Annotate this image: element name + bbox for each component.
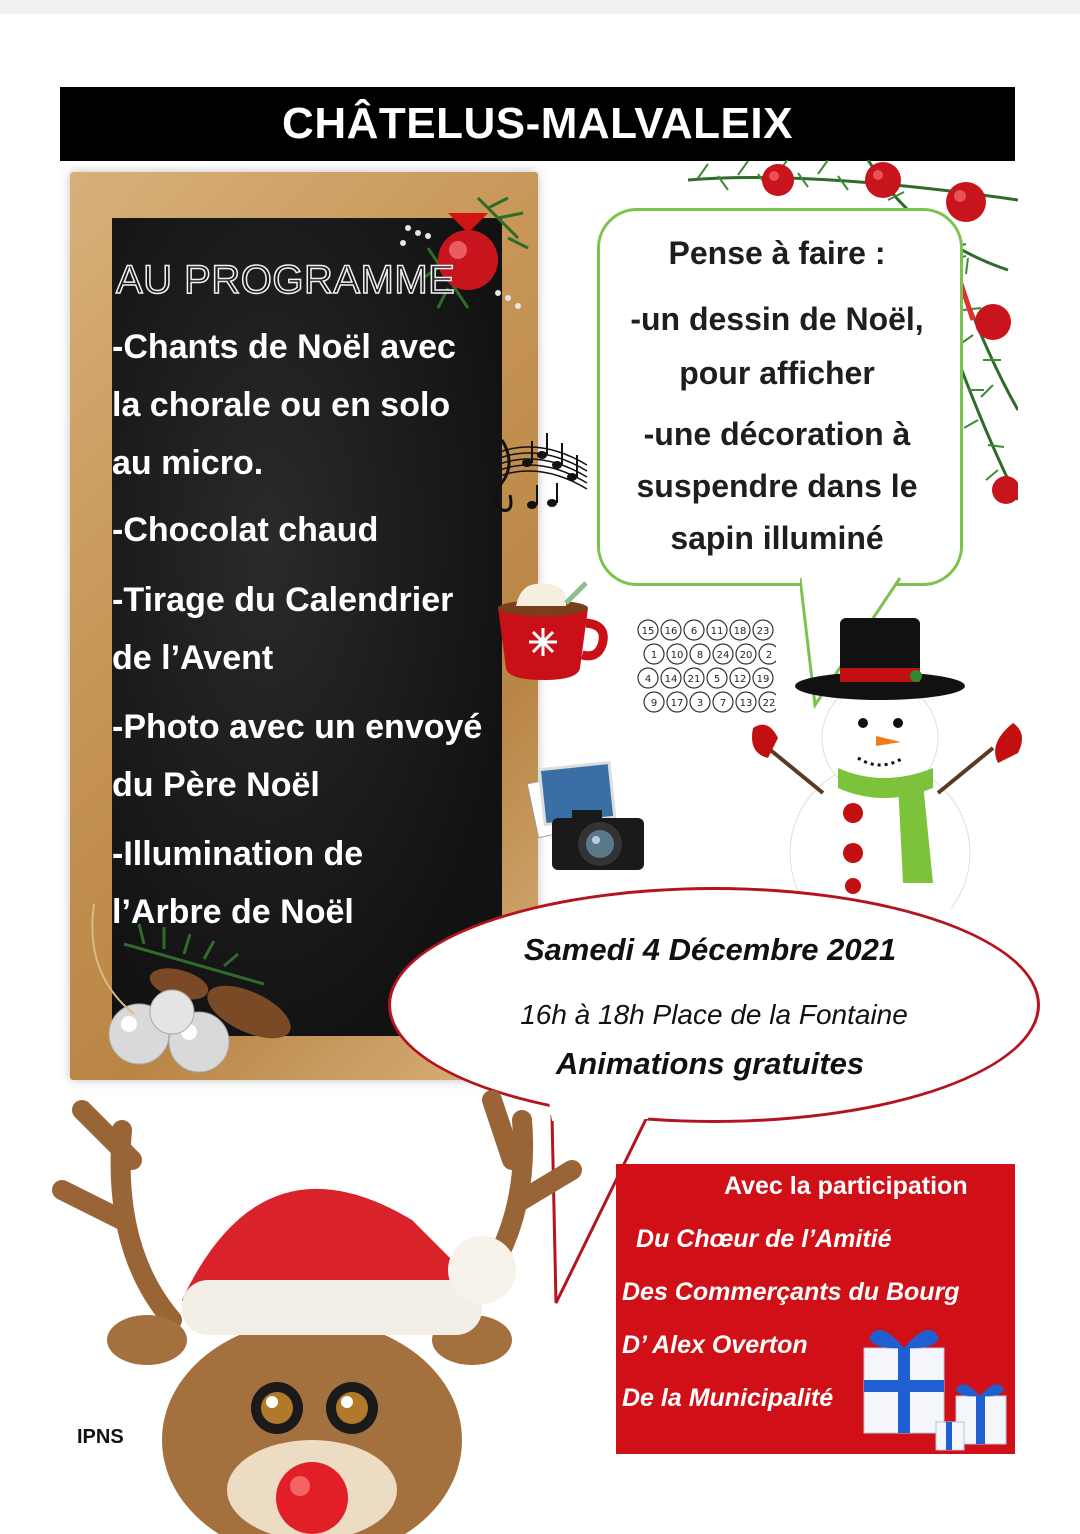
advent-number: 13	[739, 698, 753, 709]
participant: Du Chœur de l’Amitié	[636, 1225, 892, 1253]
programme-line: la chorale ou en solo	[112, 386, 451, 424]
reminder-title: Pense à faire :	[668, 235, 886, 271]
reminder-line: suspendre dans le	[636, 468, 918, 504]
advent-number: 20	[739, 650, 753, 661]
programme-line: -Chants de Noël avec	[112, 328, 456, 366]
programme-title: AU PROGRAMME	[116, 258, 456, 302]
participant: D’ Alex Overton	[622, 1331, 808, 1359]
advent-number: 11	[710, 626, 724, 637]
advent-number: 23	[756, 626, 770, 637]
reminder-line: pour afficher	[679, 355, 875, 391]
programme-line: au micro.	[112, 444, 264, 482]
advent-number: 3	[696, 698, 704, 709]
snowman-icon	[748, 618, 1030, 908]
advent-number: 8	[696, 650, 704, 661]
advent-number: 2	[765, 650, 773, 661]
programme-line: -Photo avec un envoyé	[112, 708, 483, 746]
advent-number: 9	[650, 698, 658, 709]
advent-number: 12	[733, 674, 747, 685]
advent-number: 15	[641, 626, 655, 637]
camera-icon	[522, 756, 647, 874]
advent-number: 24	[716, 650, 730, 661]
advent-number: 5	[713, 674, 721, 685]
reminder-line: -un dessin de Noël,	[630, 301, 924, 337]
advent-number: 4	[644, 674, 652, 685]
programme-line: -Illumination de	[112, 835, 364, 873]
event-time-place: 16h à 18h Place de la Fontaine	[520, 999, 908, 1030]
event-date: Samedi 4 Décembre 2021	[523, 932, 897, 967]
advent-number: 6	[690, 626, 698, 637]
event-note: Animations gratuites	[555, 1046, 865, 1081]
advent-number: 19	[756, 674, 770, 685]
advent-number: 17	[670, 698, 684, 709]
programme-line: -Tirage du Calendrier	[112, 581, 454, 619]
hot-chocolate-icon	[486, 578, 611, 683]
advent-number: 14	[664, 674, 678, 685]
reminder-text	[600, 228, 954, 564]
advent-number: 1	[650, 650, 658, 661]
reminder-line: sapin illuminé	[670, 520, 884, 556]
programme-line: du Père Noël	[112, 766, 320, 804]
advent-number: 21	[687, 674, 701, 685]
advent-number: 16	[664, 626, 678, 637]
participation-title: Avec la participation	[724, 1172, 968, 1200]
participant: De la Municipalité	[622, 1384, 834, 1412]
participant: Des Commerçants du Bourg	[622, 1278, 960, 1306]
gift-icon	[856, 1318, 1012, 1454]
reindeer-icon	[32, 1090, 592, 1534]
programme-line: de l’Avent	[112, 639, 274, 677]
advent-number: 18	[733, 626, 747, 637]
advent-number: 7	[719, 698, 727, 709]
ornament-icon	[388, 178, 538, 328]
reminder-line: -une décoration à	[643, 416, 911, 452]
programme-line: -Chocolat chaud	[112, 511, 379, 549]
ipns-label: IPNS	[77, 1426, 124, 1448]
pinecone-icon	[84, 884, 304, 1084]
advent-number: 22	[762, 698, 776, 709]
programme-line: l’Arbre de Noël	[112, 893, 354, 931]
advent-number: 10	[670, 650, 684, 661]
page-title: CHÂTELUS-MALVALEIX	[60, 87, 1015, 161]
music-notes-icon	[482, 425, 592, 520]
top-strip	[0, 0, 1080, 14]
